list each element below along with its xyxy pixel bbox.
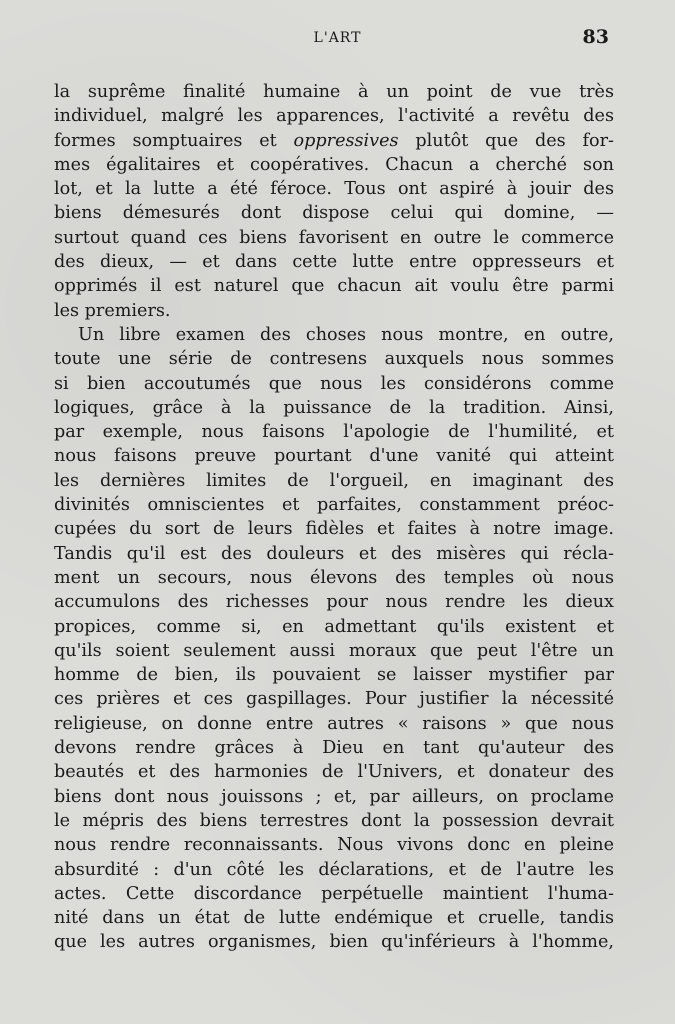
text-line: divinités omniscientes et parfaites, constamment préoc- — [54, 495, 614, 516]
text-line: nité dans un état de lutte endémique et cruelle, tandis — [54, 908, 614, 929]
running-head: L'ART — [313, 30, 362, 46]
text-line: qu'ils soient seulement aussi moraux que peut l'être un — [54, 640, 614, 661]
page-body — [54, 80, 614, 955]
text-line: par exemple, nous faisons l'apologie de l'humilité, et — [54, 422, 614, 443]
text-line: logiques, grâce à la puissance de la tradition. Ainsi, — [54, 397, 614, 418]
text-segment: formes somptuaires et — [54, 130, 294, 151]
text-line: opprimés il est naturel que chacun ait voulu être parmi — [54, 276, 614, 297]
text-line: surtout quand ces biens favorisent en outre le commerce — [54, 227, 614, 248]
text-line: homme de bien, ils pouvaient se laisser mystifier par — [54, 665, 614, 686]
text-line: le mépris des biens terrestres dont la possession devrait — [54, 810, 614, 831]
text-line: la suprême finalité humaine à un point de vue très — [54, 82, 614, 102]
text-line: ment un secours, nous élevons des temples où nous — [54, 567, 614, 588]
text-line: les dernières limites de l'orgueil, en imaginant des — [54, 470, 614, 491]
text-line: des dieux, — et dans cette lutte entre oppresseurs et — [54, 252, 614, 273]
text-line: nous faisons preuve pourtant d'une vanité qui atteint — [54, 446, 614, 467]
text-line — [54, 129, 614, 153]
text-line: religieuse, on donne entre autres « raisons » que nous — [54, 713, 614, 734]
text-line: individuel, malgré les apparences, l'activité a revêtu des — [54, 106, 614, 127]
paragraph-first-line: Un libre examen des choses nous montre, en outre, — [78, 324, 614, 345]
text-line: les premiers. — [54, 300, 171, 321]
text-line: accumulons des richesses pour nous rendre les dieux — [54, 592, 614, 613]
text-line: actes. Cette discordance perpétuelle maintient l'huma- — [54, 883, 614, 904]
text-line: si bien accoutumés que nous les considérons comme — [54, 373, 614, 394]
text-line: que les autres organismes, bien qu'inférieurs à l'homme, — [54, 932, 614, 953]
text-line: cupées du sort de leurs fidèles et faites à notre image. — [54, 519, 614, 540]
text-line: nous rendre reconnaissants. Nous vivons donc en pleine — [54, 835, 614, 856]
text-line: mes égalitaires et coopératives. Chacun a cherché son — [54, 154, 614, 175]
italic-word: oppressives — [293, 130, 399, 151]
text-line: biens dont nous jouissons ; et, par ailleurs, on proclame — [54, 786, 614, 807]
text-line: toute une série de contresens auxquels nous sommes — [54, 349, 614, 370]
text-line: propices, comme si, en admettant qu'ils existent et — [54, 616, 614, 637]
text-line: beautés et des harmonies de l'Univers, et donateur des — [54, 762, 614, 783]
text-line: absurdité : d'un côté les déclarations, et de l'autre les — [54, 859, 614, 880]
text-segment: plutôt que des for- — [398, 130, 614, 151]
text-line: ces prières et ces gaspillages. Pour justifier la nécessité — [54, 689, 614, 710]
text-line: biens démesurés dont dispose celui qui domine, — — [54, 203, 614, 224]
page-header — [0, 28, 675, 50]
page-number: 83 — [582, 26, 609, 48]
text-line: Tandis qu'il est des douleurs et des misères qui récla- — [54, 543, 614, 564]
text-line: devons rendre grâces à Dieu en tant qu'auteur des — [54, 738, 614, 759]
text-line: lot, et la lutte a été féroce. Tous ont aspiré à jouir des — [54, 179, 614, 200]
